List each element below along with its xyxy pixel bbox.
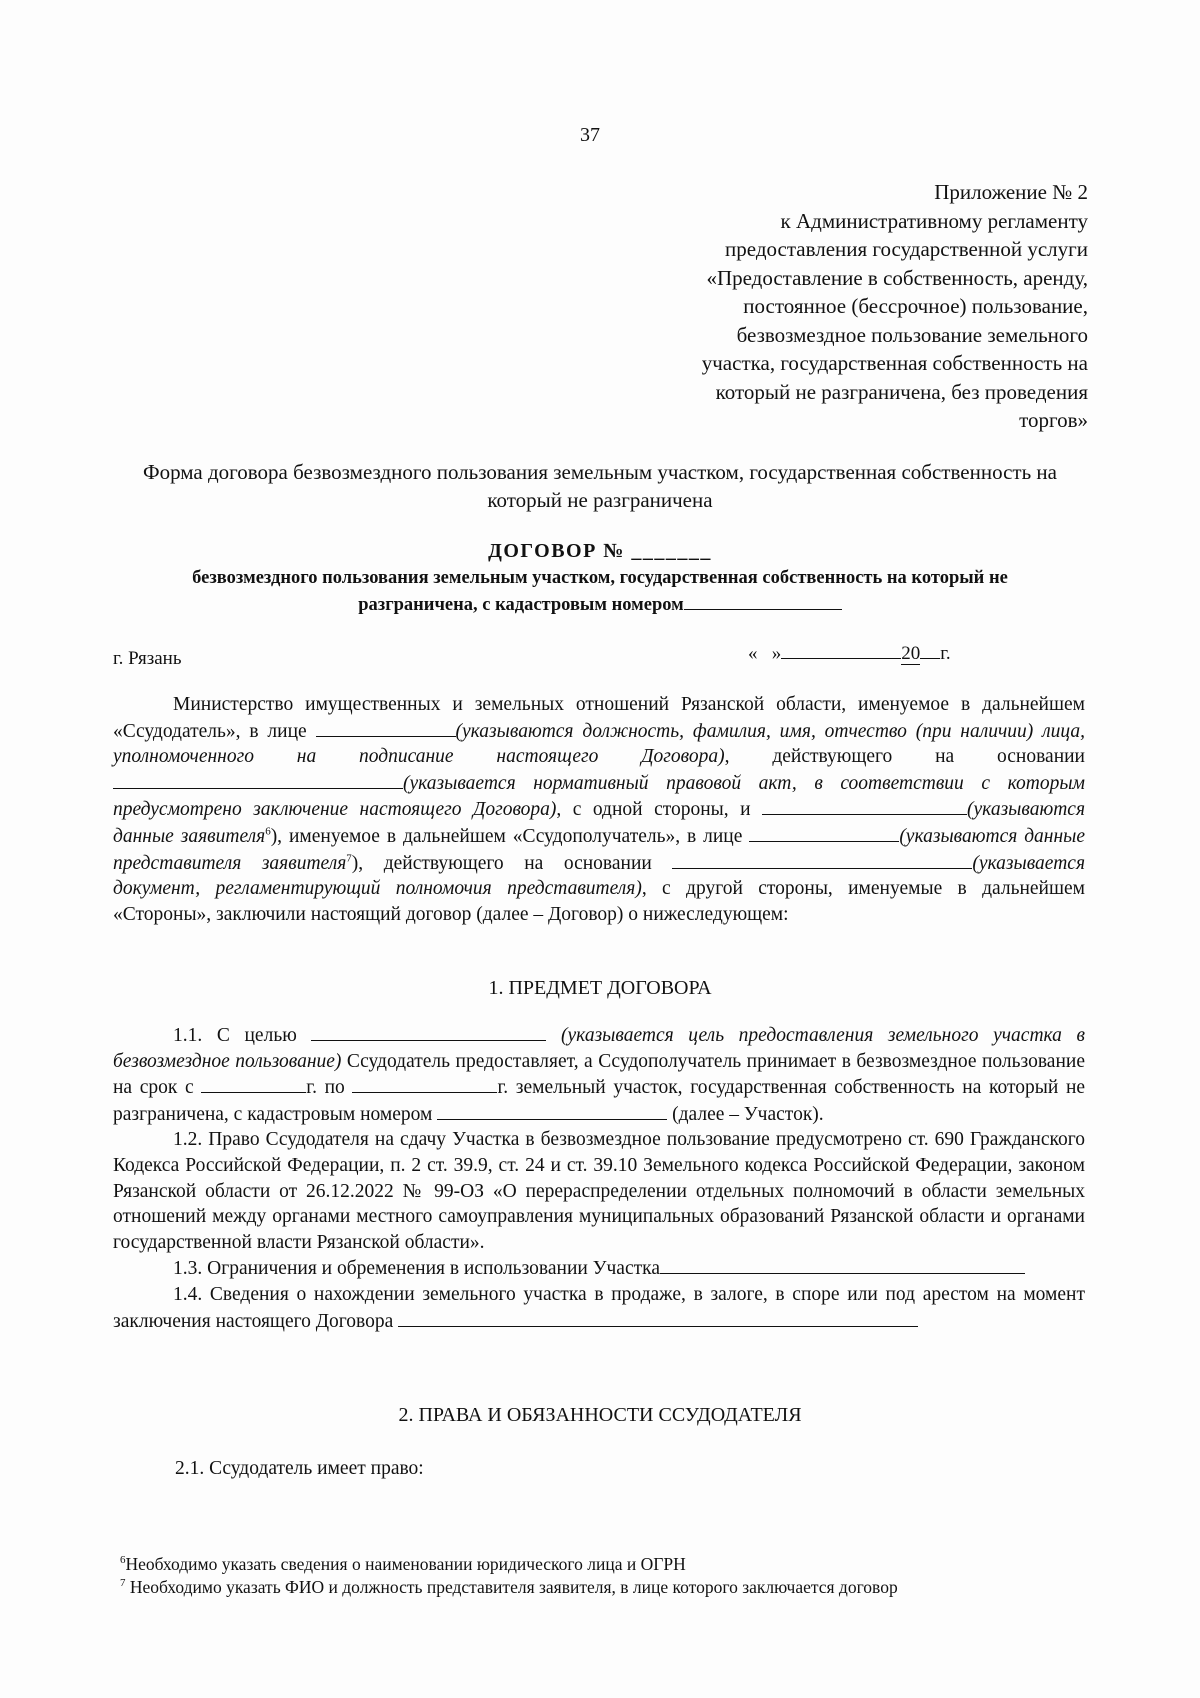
appendix-line: к Административному регламенту [780,208,1088,233]
purpose-blank[interactable] [311,1022,546,1041]
page-number: 37 [580,124,600,146]
preamble [113,692,1085,927]
date-quote-open: « [748,643,758,664]
term-end-blank[interactable] [352,1074,497,1093]
form-title: Форма договора безвозмездного пользования земельным участком, государственная собственность на который не разграничена [143,460,1057,512]
preamble-hint: (указывается нормативный правовой акт, в соответствии с которым предусмотрено заключение настоящего Договора) [113,772,1085,821]
preamble-text: ), именуемое в дальнейшем «Ссудополучатель», в лице [270,825,743,847]
footnote-text: Необходимо указать ФИО и должность представителя заявителя, в лице которого заключается договор [129,1577,898,1597]
clause-hint: (указывается цель предоставления земельного участка в безвозмездное пользование) [113,1025,1085,1072]
contract-title: ДОГОВОР № _______ [488,540,712,562]
appendix-line: безвозмездное пользование земельного [736,322,1088,347]
preamble-text: Министерство имущественных и земельных отношений Рязанской области, именуемое в дальнейшем «Ссудодатель», в лице [113,694,1085,742]
footnote-text: Необходимо указать сведения о наименовании юридического лица и ОГРН [125,1554,686,1574]
preamble-text: , с одной стороны, и [556,799,751,821]
clause-1-4 [113,1282,1085,1334]
appendix-line: который не разграничена, без проведения [715,379,1088,404]
cadastral-number-blank[interactable] [684,591,842,610]
preamble-hint: (указывается документ, регламентирующий полномочия представителя) [113,852,1086,900]
clause-text: г. по [306,1077,345,1099]
footnote-mark: 7 [120,1577,126,1590]
footnote-ref: 7 [346,852,352,865]
clause-1-3 [113,1255,1085,1282]
clause-text: Ссудодатель предоставляет, а Ссудополучатель принимает в безвозмездное пользование на срок с [113,1050,1085,1099]
clause-2-1: 2.1. Ссудодатель имеет право: [175,1458,424,1479]
date-suffix: г. [940,643,951,664]
encumbrances-blank[interactable] [660,1255,1025,1274]
clause-text: 1.4. Сведения о нахождении земельного участка в продаже, в залоге, в споре или под арестом на момент заключения настоящего Договора [113,1283,1085,1332]
lender-basis-blank[interactable] [113,770,403,789]
preamble-text: ), действующего на основании [351,852,652,874]
date-month-blank[interactable] [781,640,901,659]
lender-representative-blank[interactable] [316,718,456,737]
preamble-hint: (указываются данные представителя заявителя [113,825,1086,874]
representative-blank[interactable] [749,823,899,842]
date-year-blank[interactable] [920,640,940,659]
preamble-text: , с другой стороны, именуемые в дальнейшем «Стороны», заключили настоящий договор (далее – Договор) о нижеследующем: [113,878,1085,925]
section-2-title: 2. ПРАВА И ОБЯЗАННОСТИ ССУДОДАТЕЛЯ [398,1404,802,1426]
date-quote-close: » [771,643,782,664]
clause-text: (далее – Участок). [672,1103,824,1125]
appendix-line: торгов» [1019,408,1088,432]
applicant-blank[interactable] [762,796,967,815]
disputes-blank[interactable] [398,1308,918,1327]
plot-cadastral-blank[interactable] [437,1101,667,1120]
appendix-line: Приложение № 2 [934,180,1088,204]
section-1-body [113,1022,1085,1334]
footnote [120,1575,1100,1599]
footnote-ref: 6 [265,825,271,838]
clause-1-1 [113,1022,1085,1127]
appendix-header [528,178,1088,435]
footnote-mark: 6 [120,1554,126,1567]
clause-1-2: 1.2. Право Ссудодателя на сдачу Участка в безвозмездное пользование предусмотрено ст. 690 Гражданского Кодекса Российской Федерации, п. 2 ст. 39.9, ст. 24 и ст. 39.10 Земельного кодекса Российской Федерации, законом Рязанской области от 26.12.2022 № 99-ОЗ «О перераспределении отдельных полномочий в области земельных отношений между органами местного самоуправления муниципальных образований Рязанской области и органами государственной власти Рязанской области». [113,1129,1085,1253]
preamble-hint: (указываются данные заявителя [113,799,1086,847]
appendix-line: участка, государственная собственность на [701,351,1088,375]
appendix-line: «Предоставление в собственность, аренду, [706,265,1088,290]
clause-text: 1.3. Ограничения и обременения в использовании Участка [173,1258,660,1280]
appendix-line: постоянное (бессрочное) пользование, [743,294,1088,318]
preamble-text: , действующего на основании [724,746,1085,768]
clause-text: 1.1. С целью [173,1025,297,1046]
section-1-title: 1. ПРЕДМЕТ ДОГОВОРА [488,977,712,999]
clause-text: г. земельный участок, государственная собственность на который не разграничена, с кадастровым номером [113,1077,1086,1125]
contract-date [748,640,951,667]
representative-basis-blank[interactable] [672,850,972,869]
contract-subtitle [150,565,1050,618]
date-year: 20 [901,643,921,664]
footnote [120,1552,1100,1576]
preamble-hint: (указываются должность, фамилия, имя, отчество (при наличии) лица, уполномоченного на подписание настоящего Договора) [113,720,1085,768]
term-start-blank[interactable] [201,1074,306,1093]
contract-subtitle-text: безвозмездного пользования земельным участком, государственная собственность на который не разграничена, с кадастровым номером [192,568,1008,615]
appendix-line: предоставления государственной услуги [725,237,1088,261]
place: г. Рязань [113,648,182,669]
